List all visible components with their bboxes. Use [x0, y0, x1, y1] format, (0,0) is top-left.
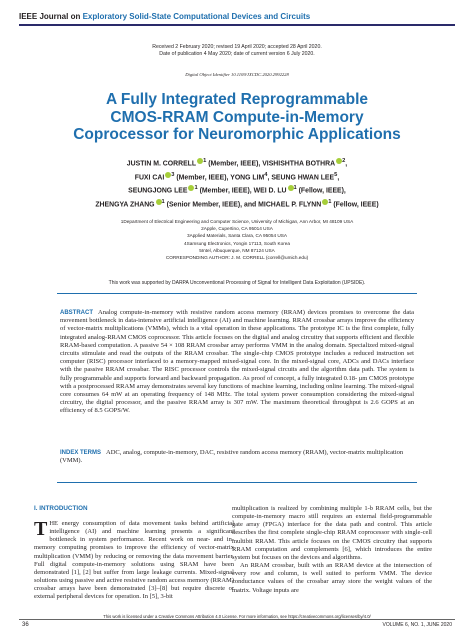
dates-line-1: Received 2 February 2020; revised 19 April 2020; accepted 28 April 2020. [152, 44, 322, 50]
publication-dates [0, 44, 474, 59]
author-line-1 [0, 156, 474, 170]
intro-paragraph-2: An RRAM crossbar, built with an RRAM device at the intersection of every row and column, is well suited to perform VMM. The device conductance values of the crossbar array store the weight values of the matrix. Voltage inputs are [232, 562, 432, 594]
author-affil-sup: 1 [293, 185, 297, 191]
intro-paragraph-1-cont: multiplication is realized by combining multiple 1-b RRAM cells, but the compute-in-memory macro still requires an external field-programmable gate array (FPGA) interface for the data path and control. This article describes the first complete single-chip RRAM coprocessor with single-cell multibit RRAM. This article focuses on the CMOS circuitry that supports RRAM computation and complements [6], which introduces the entire system but focuses on the devices and algorithms. [232, 505, 432, 561]
author-affil-sup: 2 [342, 158, 346, 164]
index-terms [60, 449, 414, 465]
journal-name-prefix: IEEE Journal on [19, 12, 81, 21]
header-rule [19, 24, 455, 26]
drop-cap: T [34, 518, 48, 540]
volume-info: VOLUME 6, NO. 1, JUNE 2020 [382, 622, 452, 628]
index-terms-label: INDEX TERMS [60, 450, 102, 456]
author-separator: , [337, 173, 340, 181]
author-affil-sup: 1 [161, 198, 165, 205]
index-terms-text: ADC, analog, compute-in-memory, DAC, resistive random access memory (RRAM), vector-matrix multiplication (VMM). [60, 449, 404, 465]
author-name: , SEUNG HWAN LEE [267, 173, 335, 181]
author-name: (Fellow, IEEE), [296, 187, 346, 195]
author-name: SEUNGJONG LEE [128, 187, 188, 195]
license-note: This work is licensed under a Creative Commons Attribution 4.0 License. For more information, see https://creativecommons.org/licenses/by/4.0/ [103, 614, 371, 619]
title-line-3: Coprocessor for Neuromorphic Applications [73, 126, 401, 143]
doi: Digital Object Identifier 10.1109/JXCDC.2020.2992228 [185, 72, 289, 77]
journal-header [19, 12, 310, 21]
affiliation-item: 2Apple, Cupertino, CA 95014 USA [201, 226, 273, 232]
abstract [60, 309, 414, 416]
author-name: (Fellow, IEEE) [331, 200, 379, 208]
section-heading: I. INTRODUCTION [34, 505, 88, 512]
author-name: (Member, IEEE), YONG LIM [174, 173, 265, 181]
footer-rule [19, 619, 455, 620]
author-affil-sup: 1 [328, 198, 332, 205]
author-affil-sup: 1 [203, 158, 207, 164]
author-name: (Senior Member, IEEE), and MICHAEL P. FLYNN [164, 200, 322, 208]
title-line-2: CMOS-RRAM Compute-in-Memory [110, 108, 364, 126]
paper-title [0, 91, 474, 144]
funding-note: This work was supported by DARPA Unconventional Processing of Signal for Intelligent Data Exploitation (UPSIDE). [108, 280, 366, 286]
author-affil-sup: 4 [264, 171, 268, 178]
author-name: (Member, IEEE), WEI D. LU [197, 187, 287, 195]
affiliation-item: 5Intel, Albuquerque, NM 87124 USA [199, 247, 275, 253]
author-line-3 [0, 183, 474, 197]
author-affil-sup: 5 [334, 171, 338, 178]
author-separator: , [345, 160, 348, 168]
author-affil-sup: 1 [194, 185, 198, 191]
author-affil-sup: 3 [171, 171, 175, 178]
author-name: ZHENGYA ZHANG [95, 200, 155, 208]
title-line-1: A Fully Integrated Reprogrammable [105, 91, 369, 108]
affiliation-item: 3Applied Materials, Santa Clara, CA 95054 USA [186, 233, 288, 239]
affiliation-item: 4Samsung Electronics, Yongin 17113, South Korea [184, 240, 290, 246]
author-name: FUXI CAI [134, 173, 165, 181]
corresponding-author: CORRESPONDING AUTHOR: J. M. CORRELL (correll@umich.edu) [165, 255, 309, 261]
author-list [0, 156, 474, 210]
journal-name-accent: Exploratory Solid-State Computational Devices and Circuits [82, 12, 311, 21]
author-name: JUSTIN M. CORRELL [126, 160, 197, 168]
abstract-label: ABSTRACT [60, 310, 93, 316]
body-column-left [34, 520, 234, 602]
affiliations [0, 218, 474, 261]
body-column-right [232, 505, 432, 595]
abstract-text: Analog compute-in-memory with resistive random access memory (RRAM) devices promises to overcome the data movement bottleneck in data-intensive artificial intelligence (AI) and machine learning. RRAM crossbar arrays improve the efficiency of vector-matrix multiplications (VMMs), which is a vital operation in these applications. The prototype IC is the first complete, fully integrated analog-RRAM CMOS coprocessor. This article focuses on the digital and analog circuitry that supports efficient and flexible RRAM-based computation. A passive 54 × 108 RRAM crossbar array performs VMM in the analog domain. Specialized mixed-signal circuits stimulate and read the outputs of the RRAM crossbar. The single-chip CMOS prototype includes a reduced instruction set computer (RISC) processor interfaced to a memory-mapped mixed-signal core. In the mixed-signal core, ADCs and DACs interface with the passive RRAM crossbar. The RISC processor controls the mixed-signal circuits and the algorithm data path. The system is fully programmable and supports forward and backward propagation. As proof of concept, a fully integrated 0.18- μm CMOS prototype with a postprocessed RRAM array demonstrates several key functions of machine learning, including online learning. The mixed-signal core consumes 64 mW at an operating frequency of 148 MHz. The total system power consumption considering the mixed-signal circuitry, the digital processor, and the passive RRAM array is 307 mW. The maximum theoretical throughput is 2.6 GOPS at an efficiency of 8.5 GOPS/W. [60, 309, 414, 415]
author-line-2 [0, 170, 474, 184]
author-name: (Member, IEEE), VISHISHTHA BOTHRA [206, 160, 336, 168]
intro-paragraph-1: HE energy consumption of data movement tasks behind artificial intelligence (AI) and machine learning presents a significant bottleneck in system performance. Recent work on near- and in-memory computing promises to improve the efficiency of vector-matrix multiplication (VMM) by reducing or removing the data movement barrier. Full digital compute-in-memory solutions using SRAM have been demonstrated [1], [2] but suffer from large leakage currents. Mixed-signal solutions using passive and active resistive random access memory (RRAM) crossbar arrays have been demonstrated [3]–[8] but require discrete or external peripheral devices for operation. In [5], 3-bit [34, 520, 234, 601]
author-line-4 [0, 197, 474, 211]
page-number: 36 [22, 622, 29, 628]
affiliation-item: 1Department of Electrical Engineering and Computer Science, University of Michigan, Ann Arbor, MI 48109 USA [120, 219, 354, 224]
dates-line-2: Date of publication 4 May 2020; date of current version 6 July 2020. [159, 51, 315, 58]
